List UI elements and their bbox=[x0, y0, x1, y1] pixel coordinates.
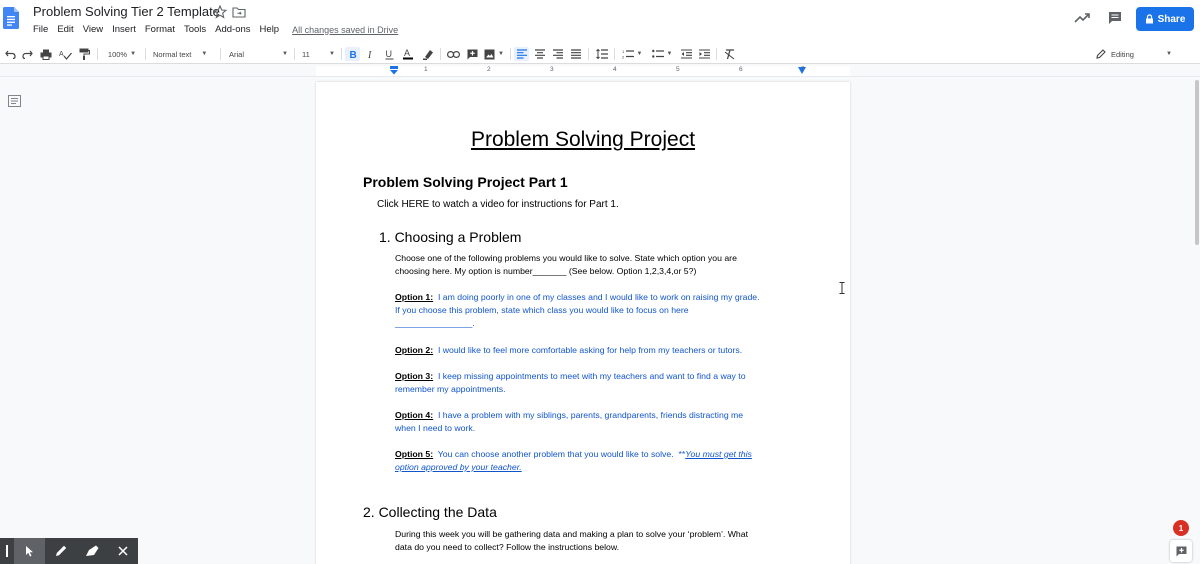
svg-text:U: U bbox=[385, 48, 392, 59]
align-left-icon[interactable] bbox=[514, 47, 529, 61]
close-icon[interactable] bbox=[107, 538, 138, 564]
menu-help[interactable]: Help bbox=[259, 24, 280, 35]
menu-file[interactable]: File bbox=[33, 24, 49, 35]
text-color-icon[interactable] bbox=[400, 47, 416, 61]
print-icon[interactable] bbox=[39, 47, 53, 61]
star-icon[interactable] bbox=[213, 5, 227, 19]
font-select[interactable]: Arial ▼ bbox=[229, 49, 288, 59]
section-collecting-data-title: 2. Collecting the Data bbox=[363, 504, 497, 520]
svg-text:B: B bbox=[349, 50, 357, 59]
option-text: If you choose this problem, state which class you would like to focus on here bbox=[395, 305, 689, 315]
document-title[interactable]: Problem Solving Tier 2 Template bbox=[33, 4, 220, 19]
ruler-number: 3 bbox=[550, 66, 554, 73]
option-1 bbox=[395, 291, 760, 304]
option-text: remember my appointments. bbox=[395, 384, 506, 394]
svg-text:A: A bbox=[58, 50, 64, 58]
ruler-number: 4 bbox=[613, 66, 617, 73]
pencil-icon bbox=[1096, 49, 1106, 59]
document-heading: Problem Solving Project bbox=[470, 128, 696, 151]
move-folder-icon[interactable] bbox=[232, 6, 246, 18]
image-icon[interactable]: ▼ bbox=[483, 47, 505, 61]
svg-text:1: 1 bbox=[621, 49, 624, 54]
ruler bbox=[0, 65, 1200, 77]
option-text: I keep missing appointments to meet with my teachers and want to find a way to bbox=[437, 371, 746, 381]
italic-icon[interactable] bbox=[364, 47, 378, 61]
share-button[interactable] bbox=[1136, 7, 1194, 31]
underline-icon[interactable] bbox=[382, 47, 396, 61]
style-select[interactable]: Normal text ▼ bbox=[153, 49, 208, 59]
ruler-number: 6 bbox=[739, 66, 743, 73]
option-label: Option 4: bbox=[395, 410, 434, 420]
activity-icon[interactable] bbox=[1074, 12, 1090, 24]
option-2 bbox=[395, 344, 742, 357]
option-note: You must get this bbox=[685, 449, 752, 459]
text-cursor-icon bbox=[839, 282, 845, 294]
option-label: Option 1: bbox=[395, 292, 434, 302]
option-text: I would like to feel more comfortable asking for help from my teachers or tutors. bbox=[437, 345, 743, 355]
font-size-select[interactable]: 11 ▼ bbox=[302, 49, 335, 59]
ruler-number: 1 bbox=[424, 66, 428, 73]
increase-indent-icon[interactable] bbox=[697, 47, 711, 61]
clear-formatting-icon[interactable] bbox=[722, 47, 736, 61]
menu-view[interactable]: View bbox=[82, 24, 104, 35]
ruler-number: 5 bbox=[676, 66, 680, 73]
option-label: Option 3: bbox=[395, 371, 434, 381]
editing-mode-select[interactable]: Editing ▼ bbox=[1096, 47, 1178, 61]
line-spacing-icon[interactable] bbox=[594, 47, 609, 61]
option-5 bbox=[395, 448, 752, 461]
explore-icon[interactable] bbox=[1170, 540, 1192, 562]
svg-text:2: 2 bbox=[621, 54, 624, 59]
numbered-list-icon[interactable]: 1 2 ▼ bbox=[621, 49, 643, 59]
decrease-indent-icon[interactable] bbox=[679, 47, 693, 61]
spellcheck-icon[interactable] bbox=[58, 47, 72, 61]
section-choosing-problem-title: 1. Choosing a Problem bbox=[379, 229, 522, 245]
option-3 bbox=[395, 370, 746, 383]
notification-badge[interactable]: 1 bbox=[1173, 520, 1189, 536]
choose-line: choosing here. My option is number_______ (See below. Option 1,2,3,4,or 5?) bbox=[395, 266, 697, 276]
justify-icon[interactable] bbox=[569, 47, 583, 61]
video-instructions-line: Click HERE to watch a video for instructions for Part 1. bbox=[377, 199, 619, 210]
drag-handle[interactable] bbox=[0, 538, 14, 564]
highlight-icon[interactable] bbox=[420, 47, 436, 61]
annotation-toolbar bbox=[0, 538, 138, 564]
highlighter-icon[interactable] bbox=[76, 538, 107, 564]
collect-line: data do you need to collect? Follow the instructions below. bbox=[395, 542, 620, 552]
menu-bar bbox=[33, 24, 398, 35]
option-text: You can choose another problem that you would like to solve. bbox=[437, 449, 674, 459]
scrollbar-thumb[interactable] bbox=[1195, 80, 1199, 245]
option-label: Option 2: bbox=[395, 345, 434, 355]
title-bar bbox=[0, 0, 1200, 44]
menu-addons[interactable]: Add-ons bbox=[215, 24, 251, 35]
align-center-icon[interactable] bbox=[533, 47, 547, 61]
option-text: I am doing poorly in one of my classes and I would like to work on raising my grade. bbox=[437, 292, 760, 302]
svg-text:A: A bbox=[404, 48, 411, 58]
menu-tools[interactable]: Tools bbox=[183, 24, 207, 35]
left-indent-marker[interactable] bbox=[389, 66, 399, 75]
menu-insert[interactable]: Insert bbox=[112, 24, 136, 35]
docs-logo-icon[interactable] bbox=[3, 4, 19, 32]
pen-icon[interactable] bbox=[45, 538, 76, 564]
bulleted-list-icon[interactable]: ▼ bbox=[649, 47, 675, 61]
option-text: I have a problem with my siblings, parents, grandparents, friends distracting me bbox=[437, 410, 744, 420]
document-page[interactable] bbox=[316, 82, 850, 564]
zoom-select[interactable]: 100% ▼ bbox=[107, 49, 137, 59]
share-label: Share bbox=[1157, 13, 1186, 25]
link-icon[interactable] bbox=[446, 47, 461, 61]
option-note: option approved by your teacher. bbox=[395, 462, 522, 472]
align-right-icon[interactable] bbox=[551, 47, 565, 61]
option-text: when I need to work. bbox=[395, 423, 476, 433]
option-note-prefix: ** bbox=[678, 449, 686, 459]
save-status[interactable]: All changes saved in Drive bbox=[292, 24, 399, 35]
ruler-number: 2 bbox=[487, 66, 491, 73]
lock-icon bbox=[1145, 14, 1154, 24]
redo-icon[interactable] bbox=[21, 47, 33, 61]
comments-icon[interactable] bbox=[1108, 11, 1122, 25]
option-4 bbox=[395, 409, 743, 422]
undo-icon[interactable] bbox=[4, 47, 16, 61]
part1-heading: Problem Solving Project Part 1 bbox=[363, 174, 568, 190]
ruler-number: 7 bbox=[801, 66, 805, 73]
outline-icon[interactable] bbox=[8, 95, 21, 107]
pointer-icon[interactable] bbox=[14, 538, 45, 564]
menu-format[interactable]: Format bbox=[144, 24, 175, 35]
menu-edit[interactable]: Edit bbox=[57, 24, 74, 35]
comment-add-icon[interactable] bbox=[465, 47, 479, 61]
paint-format-icon[interactable] bbox=[77, 47, 91, 61]
toolbar bbox=[0, 44, 1200, 64]
option-text: ________________. bbox=[395, 318, 475, 328]
option-label: Option 5: bbox=[395, 449, 434, 459]
choose-line: Choose one of the following problems you would like to solve. State which option you are bbox=[395, 253, 737, 263]
collect-line: During this week you will be gathering data and making a plan to solve your ‘problem’. What bbox=[395, 529, 748, 539]
bold-icon[interactable] bbox=[345, 47, 360, 61]
svg-text:I: I bbox=[368, 50, 372, 59]
